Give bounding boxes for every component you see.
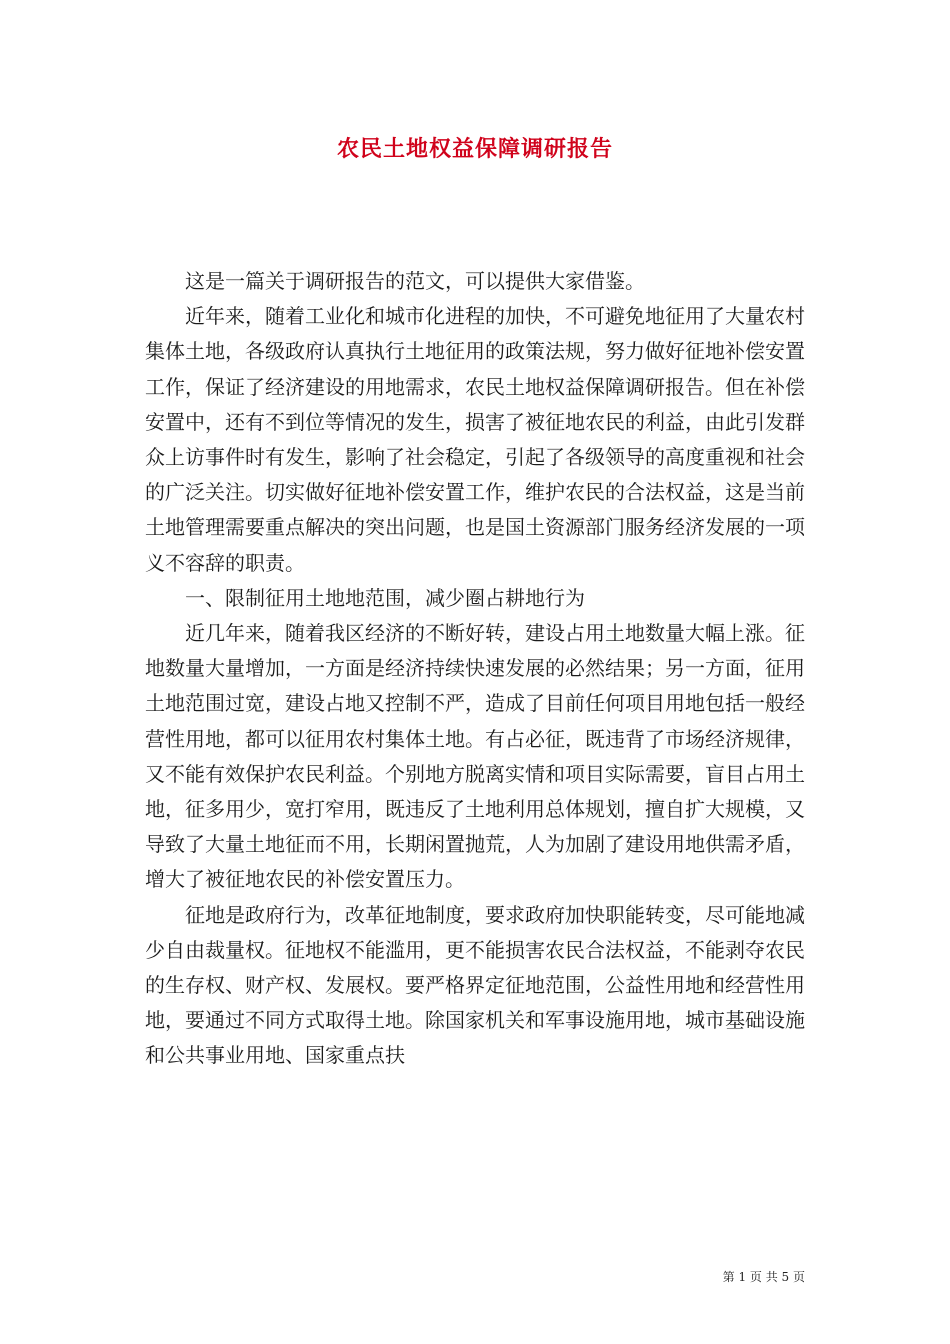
document-title: 农民土地权益保障调研报告	[336, 136, 613, 162]
page-number: 第 1 页 共 5 页	[722, 1270, 805, 1284]
paragraph: 近年来，随着工业化和城市化进程的加快，不可避免地征用了大量农村集体土地，各级政府认真执行土地征用的政策法规，努力做好征地补偿安置工作，保证了经济建设的用地需求，农民土地权益保障调研报告。但在补偿安置中，还有不到位等情况的发生，损害了被征地农民的利益，由此引发群众上访事件时有发生，影响了社会稳定，引起了各级领导的高度重视和社会的广泛关注。切实做好征地补偿安置工作，维护农民的合法权益，这是当前土地管理需要重点解决的突出问题，也是国土资源部门服务经济发展的一项义不容辞的职责。	[145, 304, 805, 575]
paragraph-intro: 这是一篇关于调研报告的范文，可以提供大家借鉴。	[185, 269, 645, 293]
section-heading: 一、限制征用土地地范围，减少圈占耕地行为	[185, 585, 585, 610]
paragraph: 征地是政府行为，改革征地制度，要求政府加快职能转变，尽可能地减少自由裁量权。征地权不能滥用，更不能损害农民合法权益，不能剥夺农民的生存权、财产权、发展权。要严格界定征地范围，公益性用地和经营性用地，要通过不同方式取得土地。除国家机关和军事设施用地，城市基础设施和公共事业用地、国家重点扶	[145, 902, 805, 1068]
paragraph: 近几年来，随着我区经济的不断好转，建设占用土地数量大幅上涨。征地数量大量增加，一方面是经济持续快速发展的必然结果；另一方面，征用土地范围过宽，建设占地又控制不严，造成了目前任何项目用地包括一般经营性用地，都可以征用农村集体土地。有占必征，既违背了市场经济规律，又不能有效保护农民利益。个别地方脱离实情和项目实际需要，盲目占用土地，征多用少，宽打窄用，既违反了土地利用总体规划，擅自扩大规模，又导致了大量土地征而不用，长期闲置抛荒，人为加剧了建设用地供需矛盾，增大了被征地农民的补偿安置压力。	[145, 621, 805, 892]
document-body	[145, 264, 805, 1074]
